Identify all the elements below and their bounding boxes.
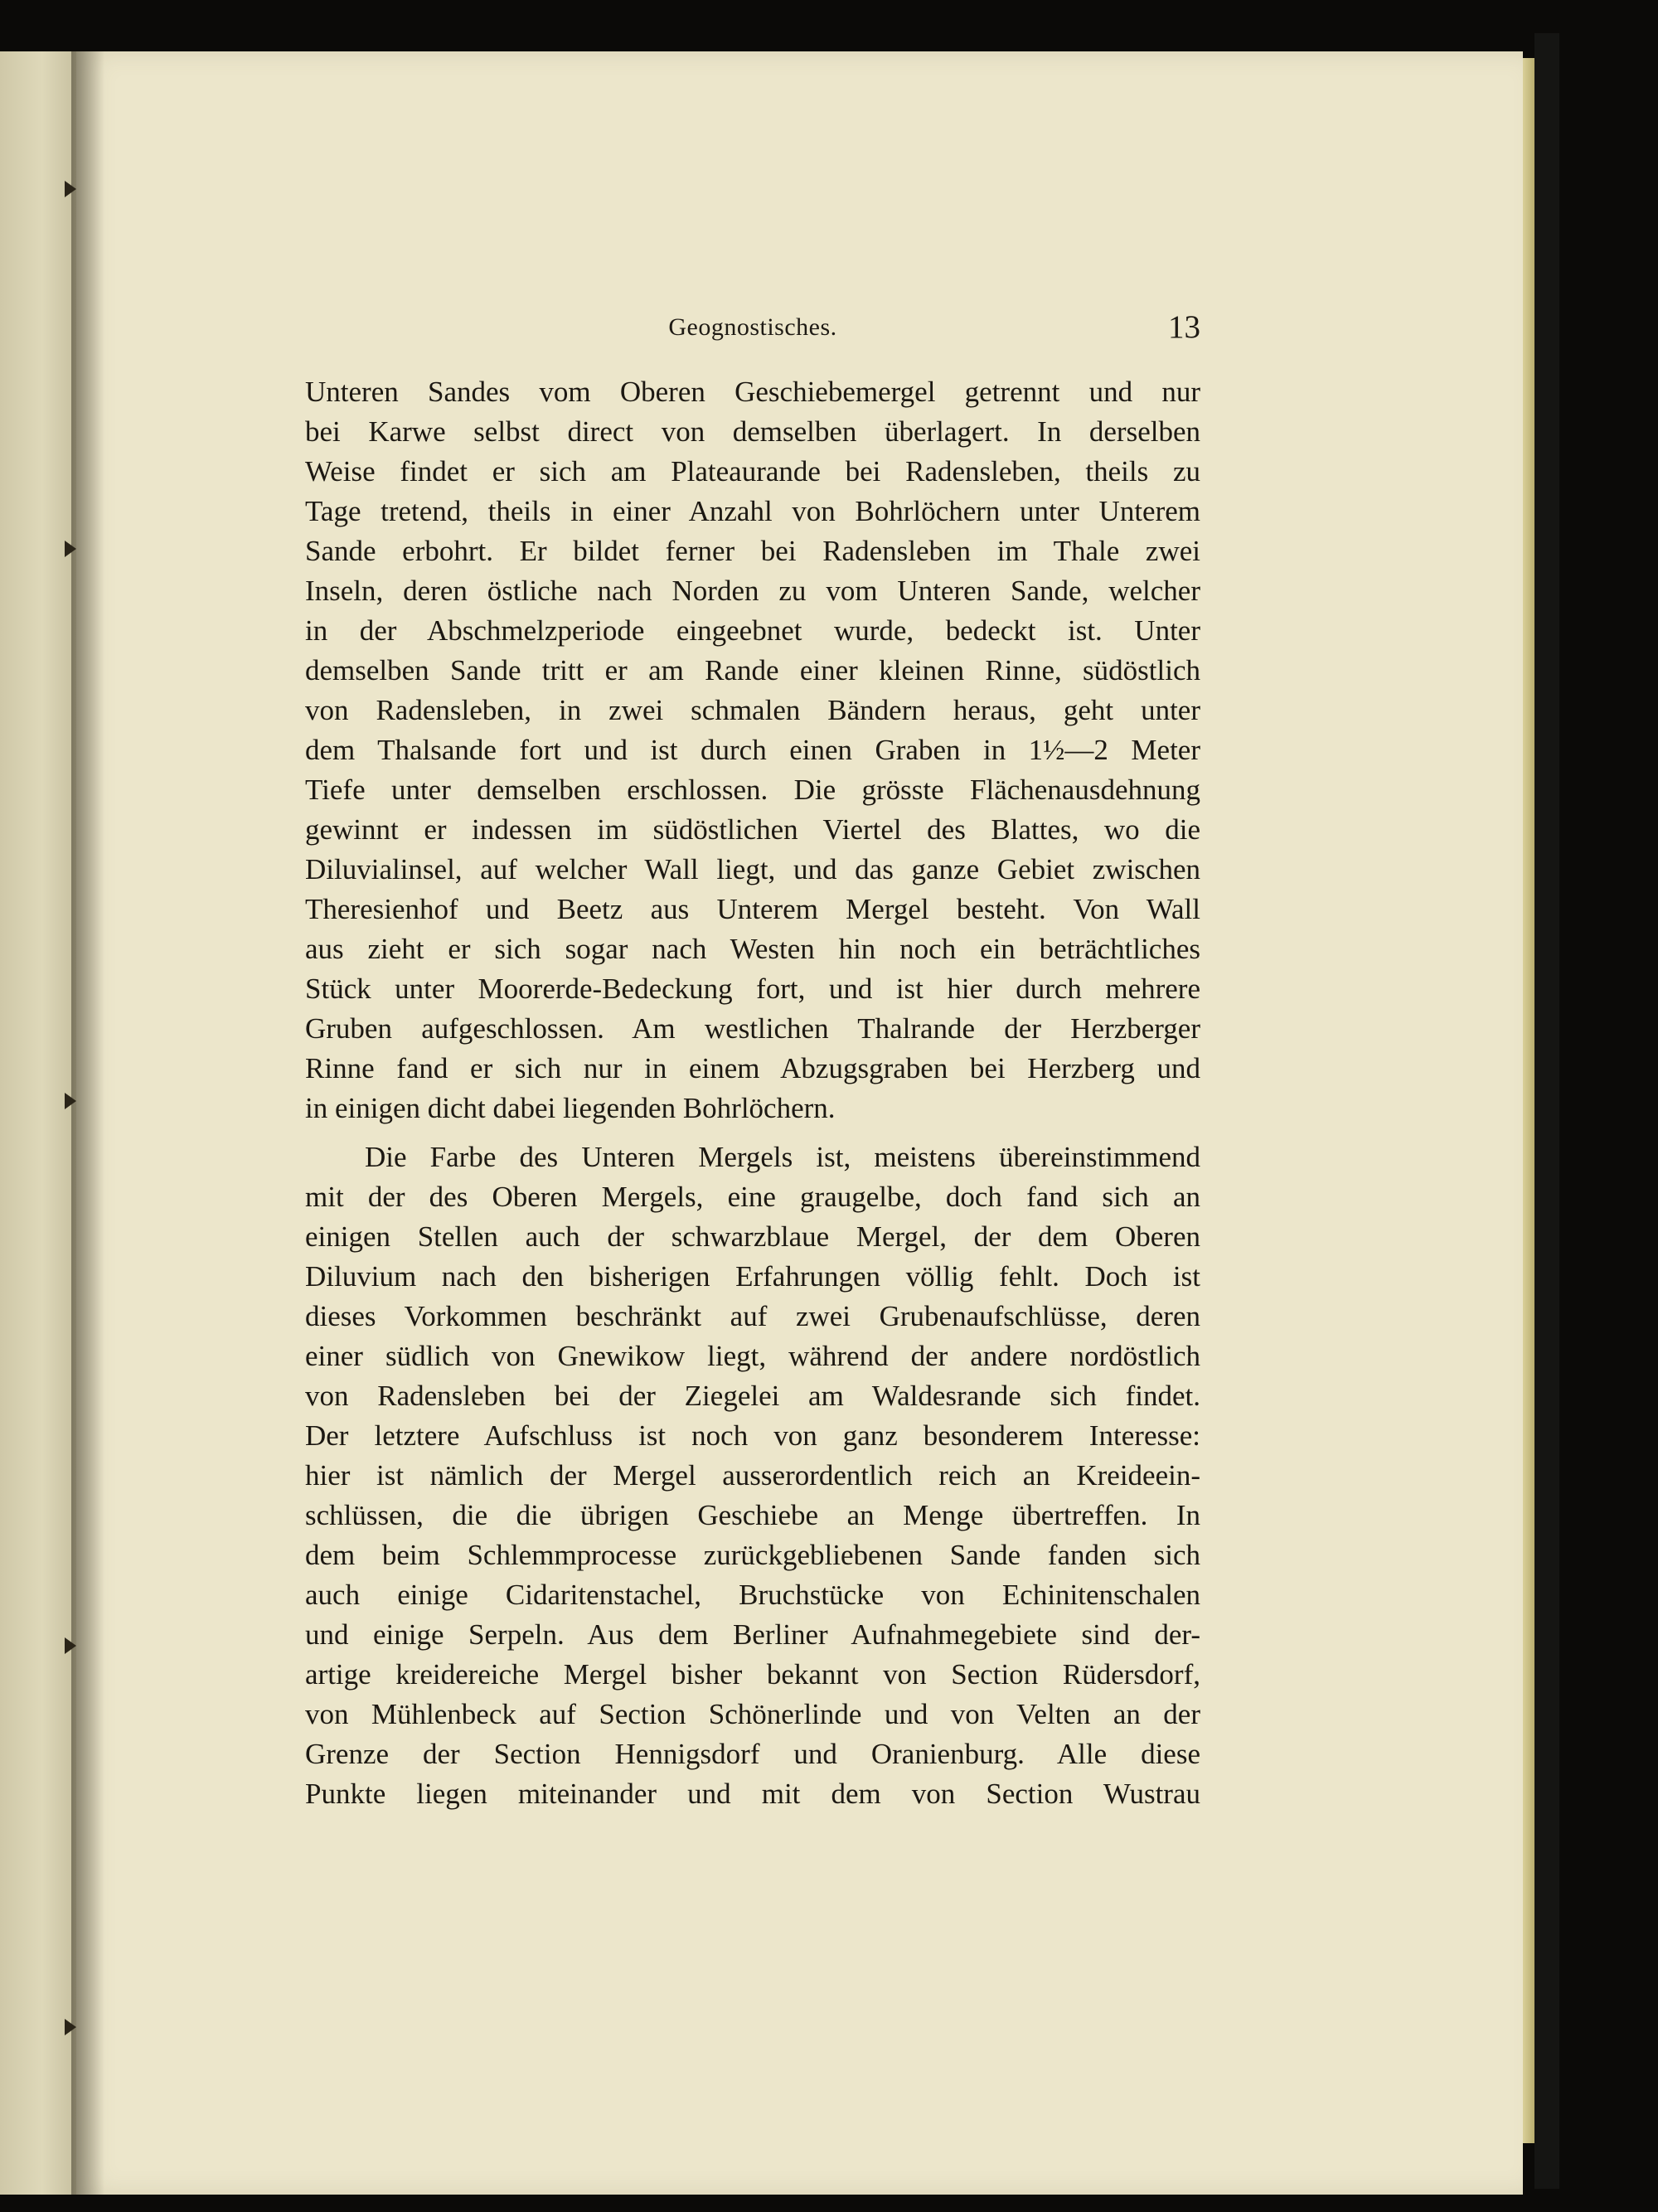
text-line: einer südlich von Gnewikow liegt, während der andere nordöstlich (305, 1340, 1200, 1372)
text-line: dem beim Schlemmprocesse zurückgebliebenen Sande fanden sich (305, 1539, 1200, 1571)
text-line: Sande erbohrt. Er bildet ferner bei Radensleben im Thale zwei (305, 535, 1200, 567)
text-line: einigen Stellen auch der schwarzblaue Mergel, der dem Oberen (305, 1220, 1200, 1253)
text-line: gewinnt er indessen im südöstlichen Viertel des Blattes, wo die (305, 813, 1200, 846)
text-line: von Mühlenbeck auf Section Schönerlinde und von Velten an der (305, 1698, 1200, 1730)
running-title: Geognostisches. (668, 313, 837, 341)
text-line: von Radensleben bei der Ziegelei am Waldesrande sich findet. (305, 1380, 1200, 1412)
paragraph-gap (305, 1128, 1200, 1138)
text-line: Punkte liegen miteinander und mit dem von Section Wustrau (305, 1778, 1200, 1810)
paragraph (305, 372, 1200, 1128)
text-line: mit der des Oberen Mergels, eine graugelbe, doch fand sich an (305, 1181, 1200, 1213)
page-block-edge (1523, 58, 1534, 2143)
text-line: Theresienhof und Beetz aus Unterem Mergel besteht. Von Wall (305, 893, 1200, 925)
book-cover-edge (1534, 33, 1559, 2189)
text-line: demselben Sande tritt er am Rande einer kleinen Rinne, südöstlich (305, 654, 1200, 686)
text-line: Gruben aufgeschlossen. Am westlichen Thalrande der Herzberger (305, 1012, 1200, 1045)
body-text (305, 372, 1200, 1814)
text-line: auch einige Cidaritenstachel, Bruchstücke von Echinitenschalen (305, 1579, 1200, 1611)
text-line: Die Farbe des Unteren Mergels ist, meistens übereinstimmend (365, 1141, 1200, 1173)
gutter-shadow (71, 51, 104, 2195)
text-line: in der Abschmelzperiode eingeebnet wurde, bedeckt ist. Unter (305, 614, 1200, 647)
text-line: artige kreidereiche Mergel bisher bekannt von Section Rüdersdorf, (305, 1658, 1200, 1691)
text-line: Tage tretend, theils in einer Anzahl von Bohrlöchern unter Unterem (305, 495, 1200, 527)
text-line: von Radensleben, in zwei schmalen Bändern heraus, geht unter (305, 694, 1200, 726)
text-line: schlüssen, die die übrigen Geschiebe an Menge übertreffen. In (305, 1499, 1200, 1531)
previous-page-edge (0, 51, 76, 2195)
text-line: Tiefe unter demselben erschlossen. Die grösste Flächenausdehnung (305, 774, 1200, 806)
text-line: dieses Vorkommen beschränkt auf zwei Grubenaufschlüsse, deren (305, 1300, 1200, 1332)
text-line: und einige Serpeln. Aus dem Berliner Aufnahmegebiete sind der- (305, 1618, 1200, 1651)
text-line: Rinne fand er sich nur in einem Abzugsgraben bei Herzberg und (305, 1052, 1200, 1084)
paragraph (305, 1138, 1200, 1814)
text-line: aus zieht er sich sogar nach Westen hin noch ein beträchtliches (305, 933, 1200, 965)
text-line: hier ist nämlich der Mergel ausserordentlich reich an Kreideein- (305, 1459, 1200, 1492)
text-line: Weise findet er sich am Plateaurande bei Radensleben, theils zu (305, 455, 1200, 488)
text-line: Unteren Sandes vom Oberen Geschiebemergel getrennt und nur (305, 376, 1200, 408)
text-line: Diluvialinsel, auf welcher Wall liegt, und das ganze Gebiet zwischen (305, 853, 1200, 885)
text-line: bei Karwe selbst direct von demselben überlagert. In derselben (305, 415, 1200, 448)
running-head (305, 307, 1200, 348)
text-line: Stück unter Moorerde-Bedeckung fort, und ist hier durch mehrere (305, 973, 1200, 1005)
text-line: Inseln, deren östliche nach Norden zu vom Unteren Sande, welcher (305, 575, 1200, 607)
text-line: in einigen dicht dabei liegenden Bohrlöchern. (305, 1092, 836, 1124)
text-line: Der letztere Aufschluss ist noch von ganz besonderem Interesse: (305, 1419, 1200, 1452)
text-line: Diluvium nach den bisherigen Erfahrungen völlig fehlt. Doch ist (305, 1260, 1200, 1293)
text-line: Grenze der Section Hennigsdorf und Oranienburg. Alle diese (305, 1738, 1200, 1770)
text-line: dem Thalsande fort und ist durch einen Graben in 1½—2 Meter (305, 734, 1200, 766)
page-number: 13 (1168, 309, 1200, 345)
